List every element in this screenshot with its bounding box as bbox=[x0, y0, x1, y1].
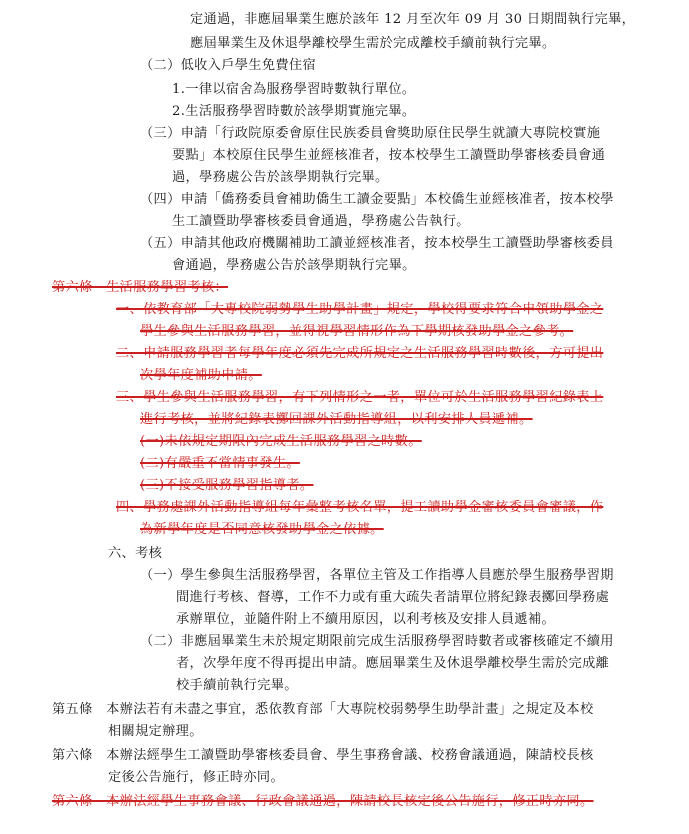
list-item: 2.生活服務學習時數於該學期實施完畢。 bbox=[172, 104, 416, 119]
paragraph-line: 定通過，非應屆畢業生應於該年 12 月至次年 09 月 30 日期間執行完畢， bbox=[190, 12, 636, 27]
paragraph-line: 定後公告施行，修正時亦同。 bbox=[108, 770, 284, 785]
section-heading: （三）申請「行政院原委會原住民族委員會獎助原住民學生就讀大專院校實施 bbox=[140, 126, 601, 141]
paragraph-line: 要點」本校原住民學生並經核准者，按本校學生工讀暨助學審核委員會通 bbox=[172, 148, 606, 163]
section-heading: （四）申請「僑務委員會補助僑生工讀金要點」本校僑生並經核准者，按本校學 bbox=[140, 192, 614, 207]
section-heading: （二）非應屆畢業生未於規定期限前完成生活服務學習時數者或審核確定不續用 bbox=[140, 634, 614, 649]
paragraph-line: 校手續前執行完畢。 bbox=[176, 678, 298, 693]
list-item: 1.一律以宿舍為服務學習時數執行單位。 bbox=[172, 82, 416, 97]
paragraph-line: 相關規定辦理。 bbox=[108, 724, 203, 739]
deleted-sub-item: (二)有嚴重不當情事發生。 bbox=[140, 456, 300, 471]
article-six: 第六條 本辦法經學生工讀暨助學審核委員會、學生事務會議、校務會議通過，陳請校長核 bbox=[52, 748, 594, 763]
deleted-sub-item: (三)不接受服務學習指導者。 bbox=[140, 478, 314, 493]
deleted-article-heading: 第六條 生活服務學習考核： bbox=[52, 280, 228, 295]
section-heading: （五）申請其他政府機關補助工讀並經核准者，按本校學生工讀暨助學審核委員 bbox=[140, 236, 614, 251]
deleted-sub-item: (一)未依規定期限內完成生活服務學習之時數。 bbox=[140, 434, 422, 449]
paragraph-line: 會通過，學務處公告於該學期執行完畢。 bbox=[172, 258, 416, 273]
deleted-list-item: 一、依教育部「大專校院弱勢學生助學計畫」規定，學校得要求符合申領助學金之 bbox=[116, 302, 604, 317]
paragraph-line: 承辦單位，並隨件附上不續用原因，以利考核及安排人員遞補。 bbox=[176, 612, 556, 627]
section-heading: （二）低收入戶學生免費住宿 bbox=[140, 58, 316, 73]
deleted-article-six: 第六條 本辦法經學生事務會議、行政會議通過，陳請校長核定後公告施行，修正時亦同。 bbox=[52, 794, 594, 809]
paragraph-line: 者，次學年度不得再提出申請。應屆畢業生及休退學離校學生需於完成離 bbox=[176, 656, 610, 671]
deleted-paragraph-line: 為新學年度是否同意核發助學金之依據。 bbox=[140, 522, 384, 537]
deleted-paragraph-line: 次學年度補助申請。 bbox=[140, 368, 262, 383]
paragraph-line: 應屆畢業生及休退學離校學生需於完成離校手續前執行完畢。 bbox=[190, 36, 556, 51]
deleted-list-item: 三、學生參與生活服務學習，有下列情形之一者，單位可於生活服務學習紀錄表上 bbox=[116, 390, 604, 405]
deleted-list-item: 二、申請服務學習者每學年度必須先完成所規定之生活服務學習時數後，方可提出 bbox=[116, 346, 604, 361]
paragraph-line: 間進行考核、督導，工作不力或有重大疏失者請單位將紀錄表擲回學務處 bbox=[176, 590, 610, 605]
section-heading: （一）學生參與生活服務學習，各單位主管及工作指導人員應於學生服務學習期 bbox=[140, 568, 614, 583]
deleted-paragraph-line: 學生參與生活服務學習，並得視學習情形作為下學期核發助學金之參考。 bbox=[140, 324, 574, 339]
paragraph-line: 生工讀暨助學審核委員會通過，學務處公告執行。 bbox=[172, 214, 470, 229]
article-five: 第五條 本辦法若有未盡之事宜，悉依教育部「大專院校弱勢學生助學計畫」之規定及本校 bbox=[52, 702, 594, 717]
paragraph-line: 過，學務處公告於該學期執行完畢。 bbox=[172, 170, 389, 185]
section-heading: 六、考核 bbox=[108, 546, 163, 561]
deleted-paragraph-line: 進行考核，並將紀錄表擲回課外活動指導組，以利安排人員遞補。 bbox=[140, 412, 533, 427]
deleted-list-item: 四、學務處課外活動指導組每年彙整考核名單，提工讀助學金審核委員會審議，作 bbox=[116, 500, 604, 515]
